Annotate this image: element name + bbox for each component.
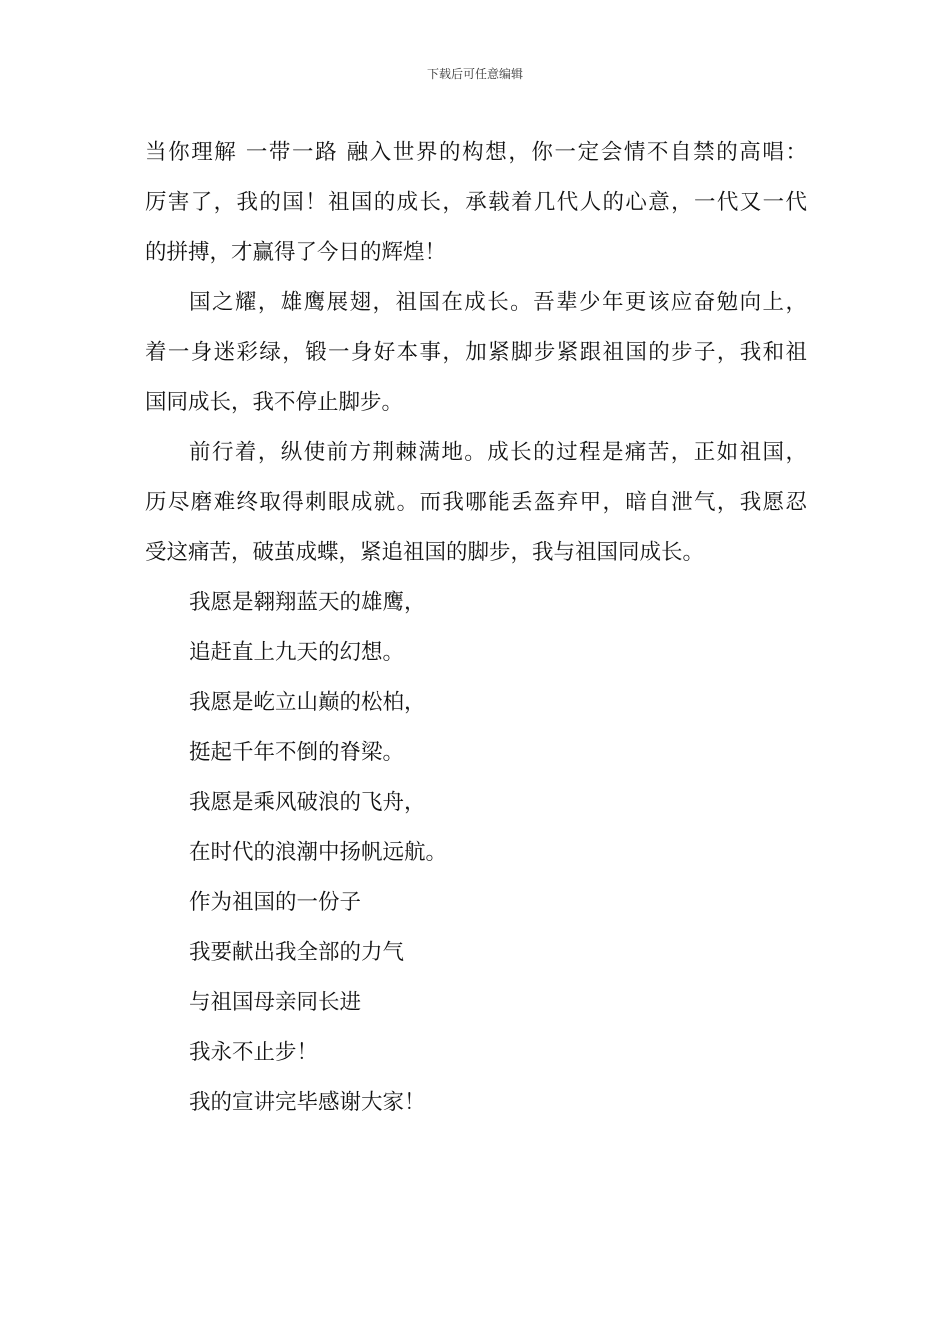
verse-line: 我愿是翱翔蓝天的雄鹰，	[189, 590, 426, 615]
paragraph-line: 国之耀，雄鹰展翅，祖国在成长。吾辈少年更该应奋勉向上，	[189, 290, 807, 315]
paragraph-line: 厉害了，我的国！祖国的成长，承载着几代人的心意，一代又一代	[145, 190, 807, 215]
paragraph-line: 当你理解 一带一路 融入世界的构想，你一定会情不自禁的高唱：	[145, 140, 807, 165]
paragraph-1	[145, 128, 807, 278]
verse-line: 挺起千年不倒的脊梁。	[189, 740, 405, 765]
verse-line: 我要献出我全部的力气	[189, 940, 405, 965]
paragraph-3	[145, 428, 807, 578]
paragraph-line: 的拼搏，才赢得了今日的辉煌！	[145, 240, 447, 265]
paragraph-line: 着一身迷彩绿，锻一身好本事，加紧脚步紧跟祖国的步子，我和祖	[145, 340, 807, 365]
paragraph-line: 国同成长，我不停止脚步。	[145, 390, 404, 415]
verse-line: 追赶直上九天的幻想。	[189, 640, 405, 665]
verse-line: 我永不止步！	[189, 1040, 319, 1065]
paragraph-line: 历尽磨难终取得刺眼成就。而我哪能丢盔弃甲，暗自泄气，我愿忍	[145, 490, 807, 515]
paragraph-line: 前行着，纵使前方荆棘满地。成长的过程是痛苦，正如祖国，	[189, 440, 807, 465]
paragraph-line: 受这痛苦，破茧成蝶，紧追祖国的脚步，我与祖国同成长。	[145, 540, 705, 565]
paragraph-2	[145, 278, 807, 428]
verse-line: 在时代的浪潮中扬帆远航。	[189, 840, 448, 865]
document-body	[145, 128, 807, 1128]
verse-line: 我愿是屹立山巅的松柏，	[189, 690, 426, 715]
verse-line: 与祖国母亲同长进	[189, 990, 362, 1015]
verse-block	[145, 578, 807, 1128]
page-header: 下载后可任意编辑	[426, 67, 523, 81]
verse-line: 我愿是乘风破浪的飞舟，	[189, 790, 426, 815]
verse-line: 作为祖国的一份子	[189, 890, 362, 915]
verse-line: 我的宣讲完毕感谢大家！	[189, 1090, 426, 1115]
